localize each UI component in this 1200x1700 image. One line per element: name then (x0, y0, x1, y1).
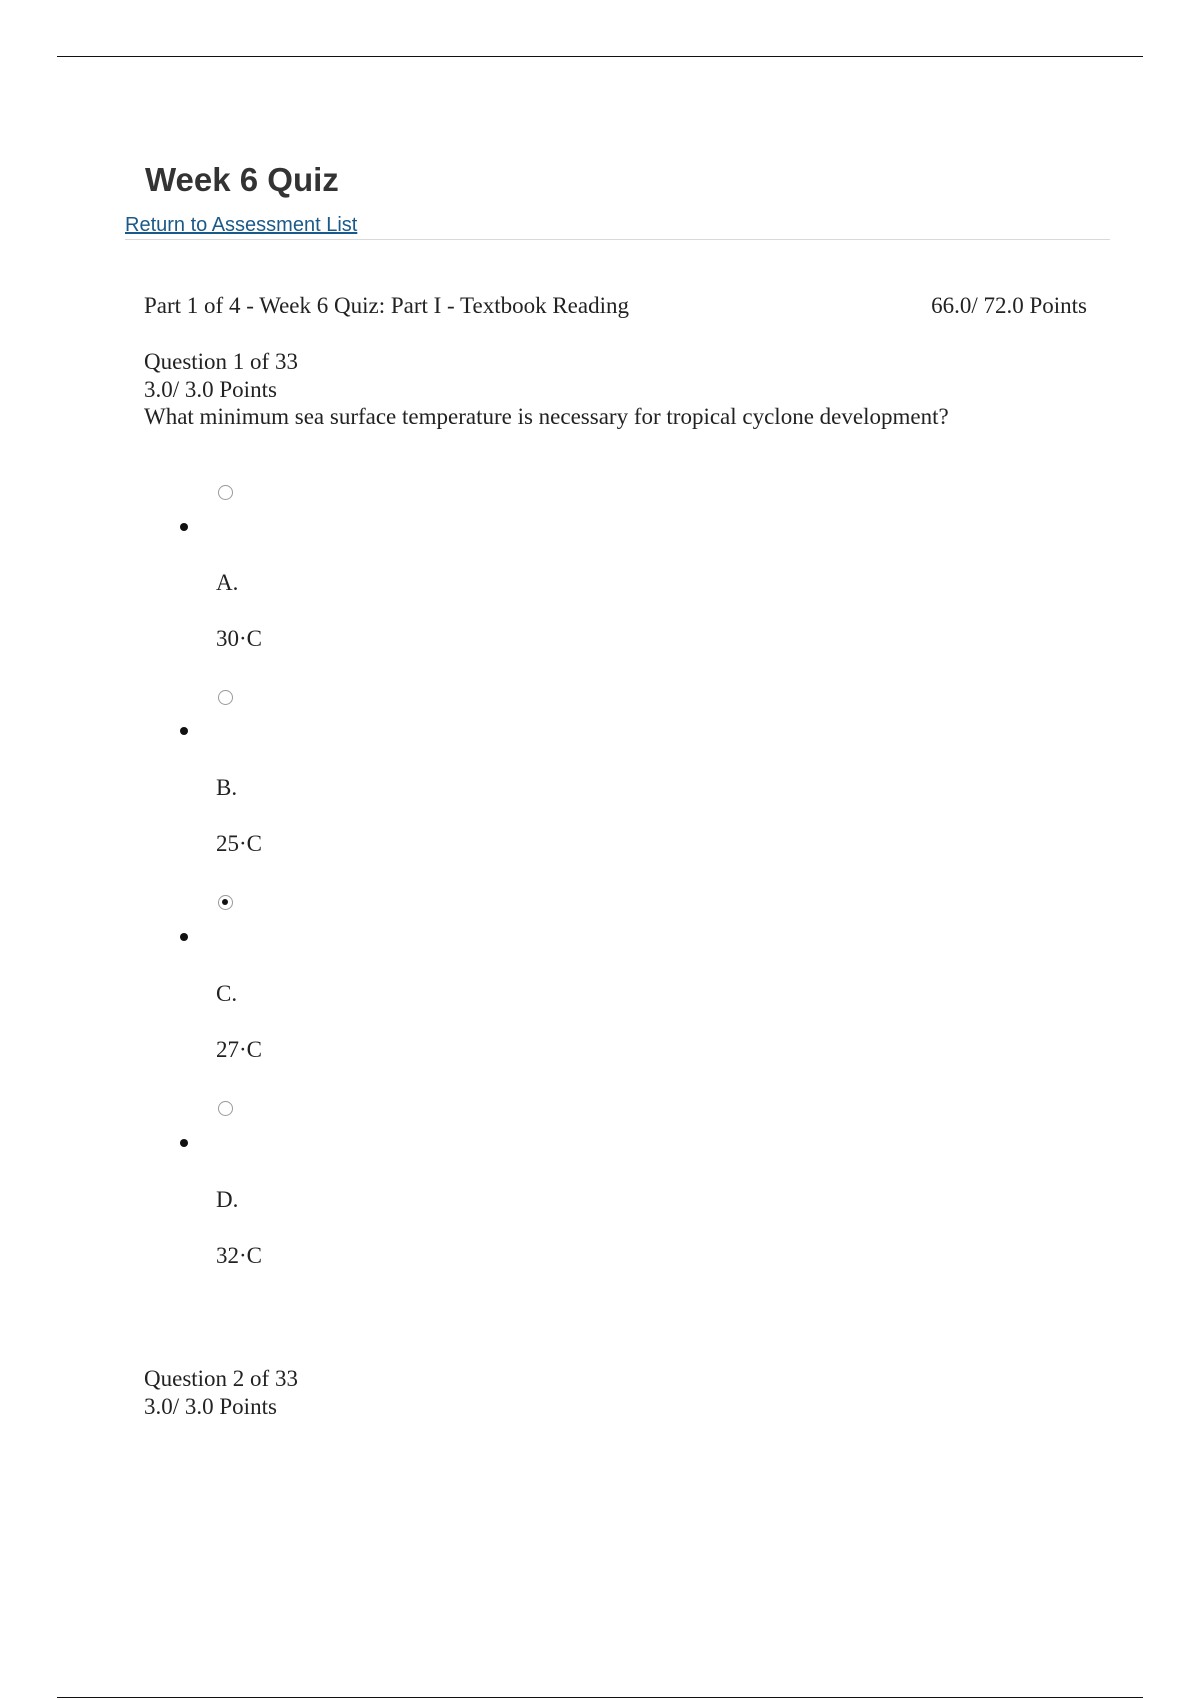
bullet-icon (180, 727, 188, 735)
return-to-assessment-list-link[interactable]: Return to Assessment List (125, 214, 358, 236)
option-value: 32·C (216, 1243, 262, 1268)
radio-button-d[interactable] (218, 1101, 233, 1116)
question-points: 3.0/ 3.0 Points (144, 1394, 277, 1419)
option-letter: D. (216, 1187, 239, 1212)
option-letter: C. (216, 981, 238, 1006)
option-letter: A. (216, 570, 239, 595)
bullet-icon (180, 933, 188, 941)
question-points: 3.0/ 3.0 Points (144, 377, 277, 402)
radio-button-c[interactable] (218, 895, 233, 910)
question-number: Question 2 of 33 (144, 1366, 298, 1391)
bullet-icon (180, 523, 188, 531)
option-letter: B. (216, 775, 238, 800)
bottom-rule (57, 1697, 1143, 1698)
radio-button-b[interactable] (218, 690, 233, 705)
bullet-icon (180, 1139, 188, 1147)
option-value: 25·C (216, 831, 262, 856)
option-value: 27·C (216, 1037, 262, 1062)
question-number: Question 1 of 33 (144, 349, 298, 374)
option-value: 30·C (216, 626, 262, 651)
part-points: 66.0/ 72.0 Points (931, 293, 1087, 318)
radio-button-a[interactable] (218, 485, 233, 500)
part-title: Part 1 of 4 - Week 6 Quiz: Part I - Textbook Reading (144, 293, 629, 318)
page-title: Week 6 Quiz (145, 161, 339, 198)
question-text: What minimum sea surface temperature is necessary for tropical cyclone development? (144, 404, 949, 429)
